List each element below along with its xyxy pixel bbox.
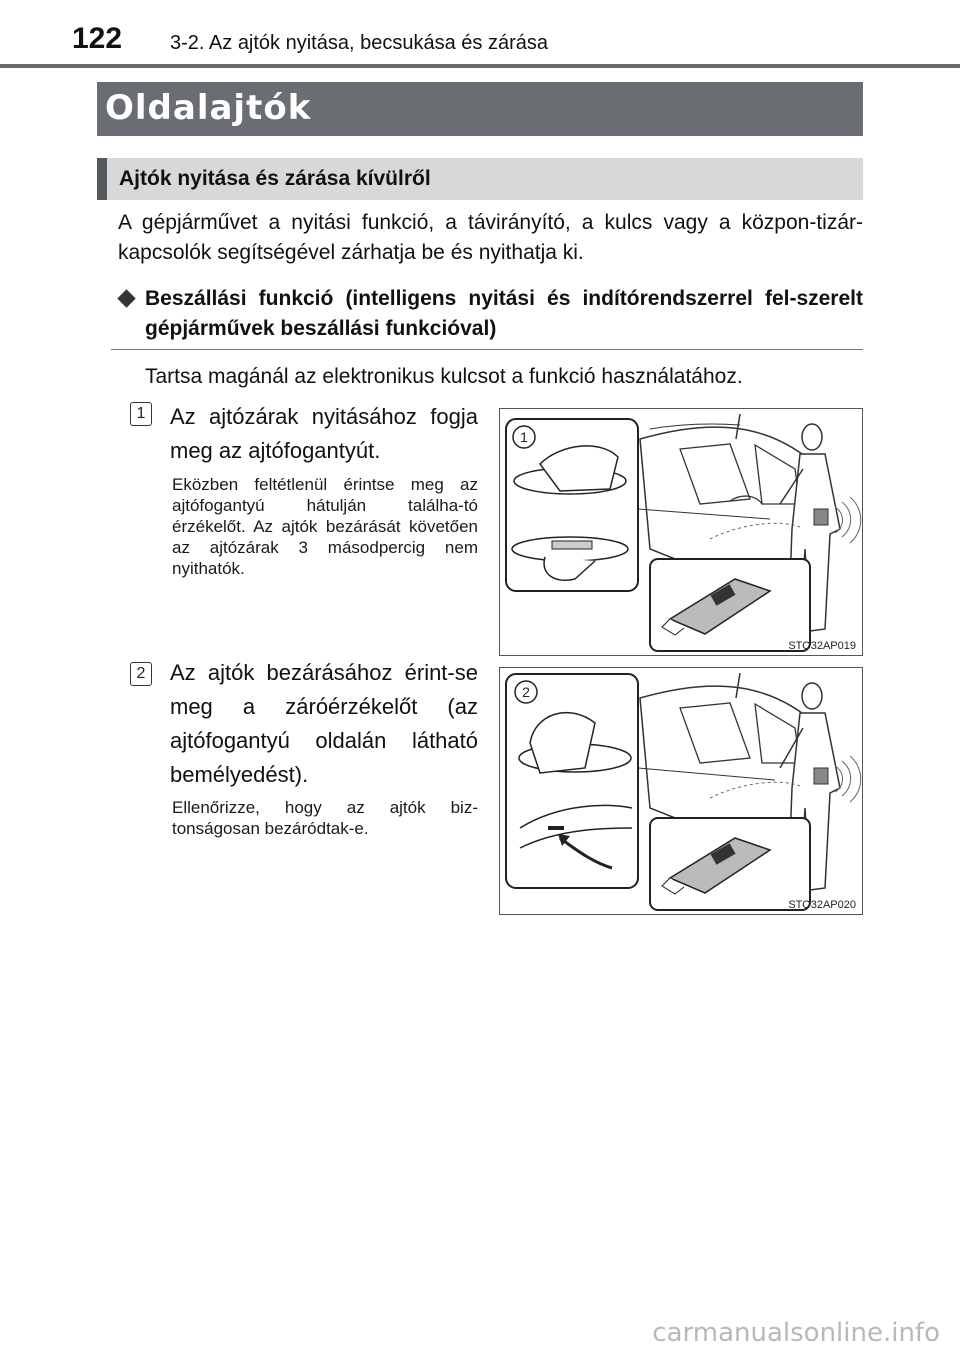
figure-2-code: STO32AP020 (788, 899, 856, 911)
watermark-text: carmanualsonline.info (652, 1318, 940, 1348)
heading-rule (111, 349, 863, 350)
figure-1-label: 1 (520, 429, 528, 445)
page-number: 122 (72, 22, 123, 55)
section-title-banner (97, 82, 863, 136)
intro-paragraph: A gépjárművet a nyitási funkció, a távirányító, a kulcs vagy a közpon-tizár-kapcsolók segítségével zárhatja be és nyithatja ki. (118, 211, 863, 264)
figure-unlock (499, 408, 863, 656)
running-head: 3-2. Az ajtók nyitása, becsukása és zárása (170, 32, 548, 54)
step-2-text: Az ajtók bezárásához érint-se meg a záróérzékelőt (az ajtófogantyú oldalán látható bemélyedést). (170, 660, 478, 787)
figure-2-label: 2 (522, 684, 530, 700)
subsection-title: Ajtók nyitása és zárása kívülről (119, 167, 431, 190)
step-1-note: Eközben feltétlenül érintse meg az ajtófogantyú hátulján találha-tó érzékelőt. Az ajtók bezárását követően az ajtózárak 3 másodpercig nem nyithatók. (172, 475, 478, 578)
entry-function-heading-text: Beszállási funkció (intelligens nyitási és indítórendszerrel fel-szerelt gépjárművek beszállási funkcióval) (145, 287, 863, 340)
header-rule (0, 64, 960, 68)
entry-function-instruction: Tartsa magánál az elektronikus kulcsot a funkció használatához. (145, 365, 743, 388)
subsection-banner (97, 158, 863, 200)
step-number-2: 2 (130, 662, 152, 686)
step-1-text: Az ajtózárak nyitásához fogja meg az ajtófogantyút. (170, 404, 478, 463)
figure-1-code: STO32AP019 (788, 640, 856, 652)
lock-illustration (500, 668, 862, 914)
unlock-illustration (500, 409, 862, 655)
figure-lock (499, 667, 863, 915)
section-title: Oldalajtók (105, 88, 312, 128)
step-number-1: 1 (130, 402, 152, 426)
diamond-bullet-icon (117, 289, 135, 307)
step-2-note: Ellenőrizze, hogy az ajtók biz-tonságosan bezáródtak-e. (172, 798, 478, 838)
